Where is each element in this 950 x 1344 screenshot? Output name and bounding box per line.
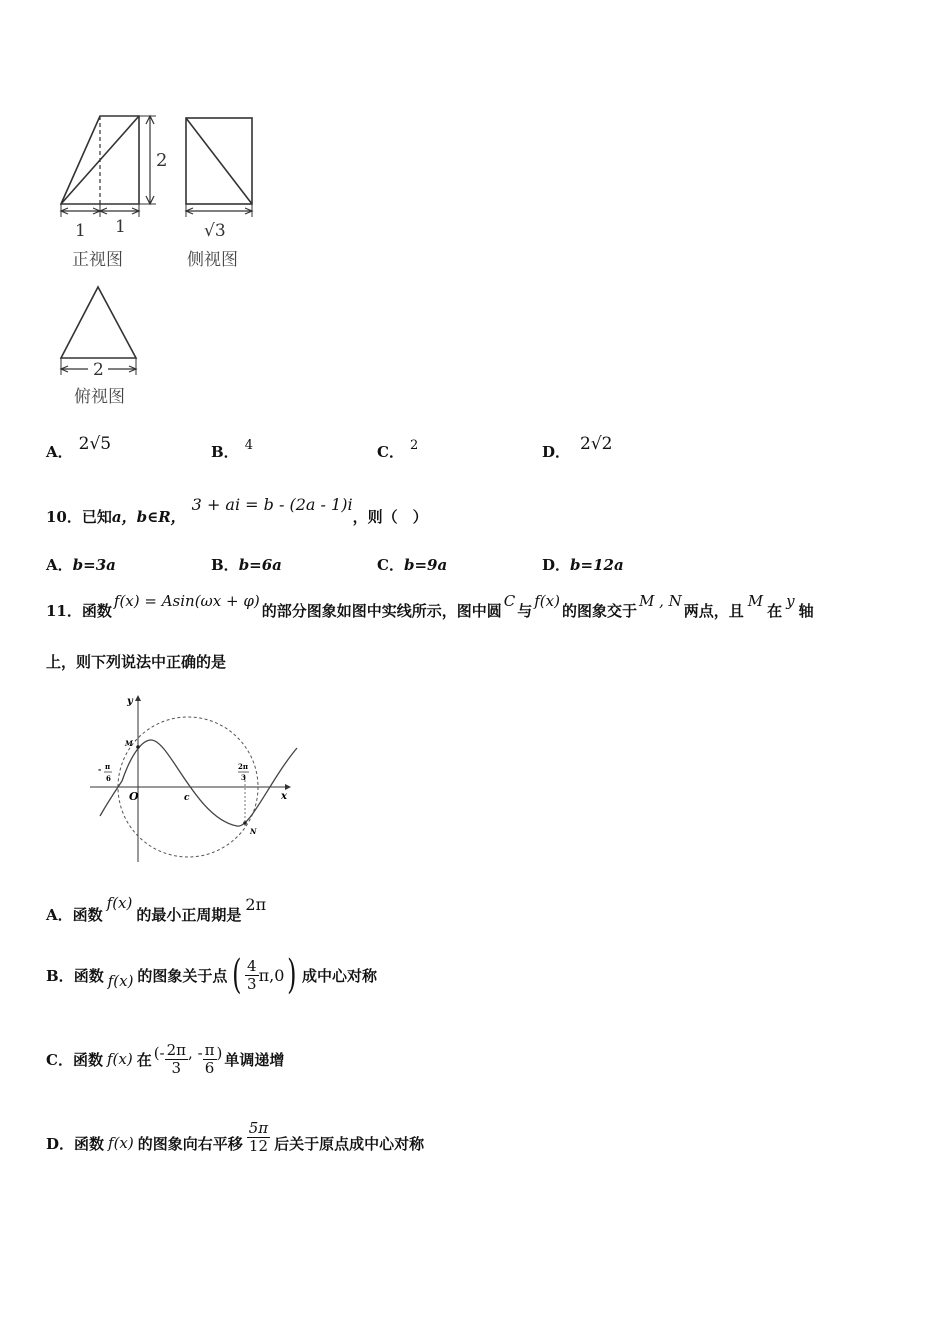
fraction-num: 4 [247, 957, 257, 975]
option-text: 的图象关于点 [137, 966, 228, 985]
q10-stem [46, 495, 428, 527]
neg-tick-den: 6 [106, 774, 111, 783]
pos-tick-num: 2π [238, 762, 248, 771]
q10-tail: ，则（ ） [352, 508, 428, 526]
q11-text: 轴 [798, 602, 814, 620]
m-label: M [125, 739, 133, 748]
option-text: 函数 [72, 906, 103, 924]
q11-option-b[interactable] [46, 950, 377, 1000]
option-fx: f(x) [106, 1050, 133, 1068]
right-paren: ) [287, 952, 297, 998]
q10-lead: 已知 [81, 508, 112, 526]
interval-open: (- [153, 1044, 165, 1062]
x-axis-label: x [281, 791, 287, 802]
q9-option-b[interactable] [211, 438, 253, 462]
option-value: b=9a [403, 556, 448, 574]
q11-text: 的部分图象如图中实线所示，图中圆 [261, 602, 502, 620]
q11-stem-line1 [46, 592, 814, 621]
q11-text: 的图象交于 [561, 602, 637, 620]
q11-circle: C [503, 592, 516, 610]
option-label: A． [46, 443, 73, 461]
option-label: B． [211, 556, 239, 574]
q10-option-b[interactable] [211, 554, 282, 575]
option-text: 的图象向右平移 [137, 1134, 243, 1153]
option-label: D． [542, 556, 571, 574]
sine-curve [100, 740, 297, 826]
point-paren-expr [229, 952, 300, 998]
q9-option-a[interactable] [46, 434, 112, 462]
point-n [243, 821, 247, 825]
option-label: D． [46, 1134, 75, 1153]
side-width-label: √3 [204, 221, 226, 241]
q9-option-d[interactable] [542, 434, 613, 462]
option-fx: f(x) [108, 1134, 134, 1152]
y-axis-label: y [127, 696, 133, 707]
option-value: 2√5 [78, 434, 112, 454]
q11-text: 两点，且 [683, 602, 744, 620]
q11-option-d[interactable] [46, 1118, 424, 1168]
fraction-1 [165, 1042, 188, 1076]
q10-option-d[interactable] [542, 554, 624, 575]
n-label: N [250, 827, 257, 836]
q11-option-c[interactable] [46, 1034, 284, 1084]
option-text: 后关于原点成中心对称 [274, 1134, 425, 1153]
interval-expr [154, 1030, 223, 1076]
option-text: 函数 [73, 966, 104, 985]
fraction [245, 958, 259, 992]
option-label: B． [211, 443, 239, 461]
option-text: 在 [136, 1050, 152, 1069]
option-text: 单调递增 [224, 1050, 285, 1069]
q9-option-c[interactable] [377, 438, 419, 462]
q11-text: 在 [767, 602, 783, 620]
side-view [186, 118, 252, 217]
option-value: b=3a [72, 556, 116, 574]
option-fx: f(x) [107, 972, 134, 990]
neg-tick-num: π [105, 762, 111, 771]
option-value: 2 [409, 438, 419, 453]
option-value: 4 [244, 438, 253, 453]
neg-tick-sign: - [98, 764, 102, 774]
origin-label: O [129, 790, 139, 803]
top-caption: 俯视图 [74, 387, 125, 407]
option-label: B． [46, 966, 74, 985]
fraction-2 [203, 1042, 217, 1076]
sine-circle-graph [85, 690, 305, 865]
q10-option-a[interactable] [46, 554, 116, 575]
c-label: c [184, 793, 190, 803]
fraction-num: 5π [248, 1119, 269, 1137]
three-view-figure [50, 105, 270, 415]
option-value: b=12a [570, 556, 624, 574]
fraction-den: 3 [171, 1058, 182, 1077]
fraction-num: π [204, 1041, 215, 1059]
option-label: C． [377, 556, 404, 574]
point-m [136, 745, 140, 749]
shift-fraction [247, 1120, 270, 1154]
q11-option-a[interactable] [46, 894, 267, 925]
q11-y: y [786, 592, 795, 610]
front-view [61, 116, 156, 217]
interval-sep: , - [188, 1044, 203, 1062]
option-value: 2√2 [580, 434, 613, 454]
q11-points: M , N [638, 592, 682, 610]
q11-text: 函数 [81, 602, 112, 620]
fraction-den: 12 [248, 1136, 269, 1155]
top-width-label: 2 [93, 360, 104, 380]
q11-fx: f(x) [534, 592, 560, 610]
front-dim-right: 1 [115, 217, 126, 237]
point-rest: π,0 [258, 965, 285, 985]
fraction-num: 2π [166, 1041, 187, 1059]
option-text: 函数 [74, 1134, 105, 1153]
q11-func: f(x) = Asin(ωx + φ) [113, 592, 260, 610]
question-number: 10． [46, 508, 82, 526]
front-dim-left: 1 [75, 221, 86, 241]
option-label: A． [46, 906, 73, 924]
option-label: C． [46, 1050, 73, 1069]
option-value: b=6a [238, 556, 282, 574]
q11-text: 与 [517, 602, 533, 620]
option-value: 2π [245, 895, 267, 914]
fraction-den: 3 [247, 974, 257, 993]
side-caption: 侧视图 [187, 250, 238, 270]
q11-m: M [747, 592, 764, 610]
option-fx: f(x) [106, 894, 133, 912]
option-text: 成中心对称 [301, 966, 377, 985]
fraction-den: 6 [204, 1058, 215, 1077]
option-label: C． [377, 443, 404, 461]
question-number: 11． [46, 602, 82, 620]
option-text: 的最小正周期是 [136, 906, 242, 924]
option-text: 函数 [72, 1050, 103, 1069]
left-paren: ( [232, 952, 242, 998]
q10-equation: 3 + ai = b - (2a - 1)i [191, 495, 353, 514]
pos-tick-den: 3 [241, 773, 246, 782]
q10-vars: a，b∈R， [111, 508, 186, 526]
q11-stem-line2: 上，则下列说法中正确的是 [46, 653, 227, 671]
q10-option-c[interactable] [377, 554, 447, 575]
interval-close: ) [216, 1044, 223, 1062]
front-height-label: 2 [156, 150, 168, 171]
option-label: A． [46, 556, 73, 574]
option-label: D． [542, 443, 571, 461]
front-caption: 正视图 [72, 250, 123, 270]
